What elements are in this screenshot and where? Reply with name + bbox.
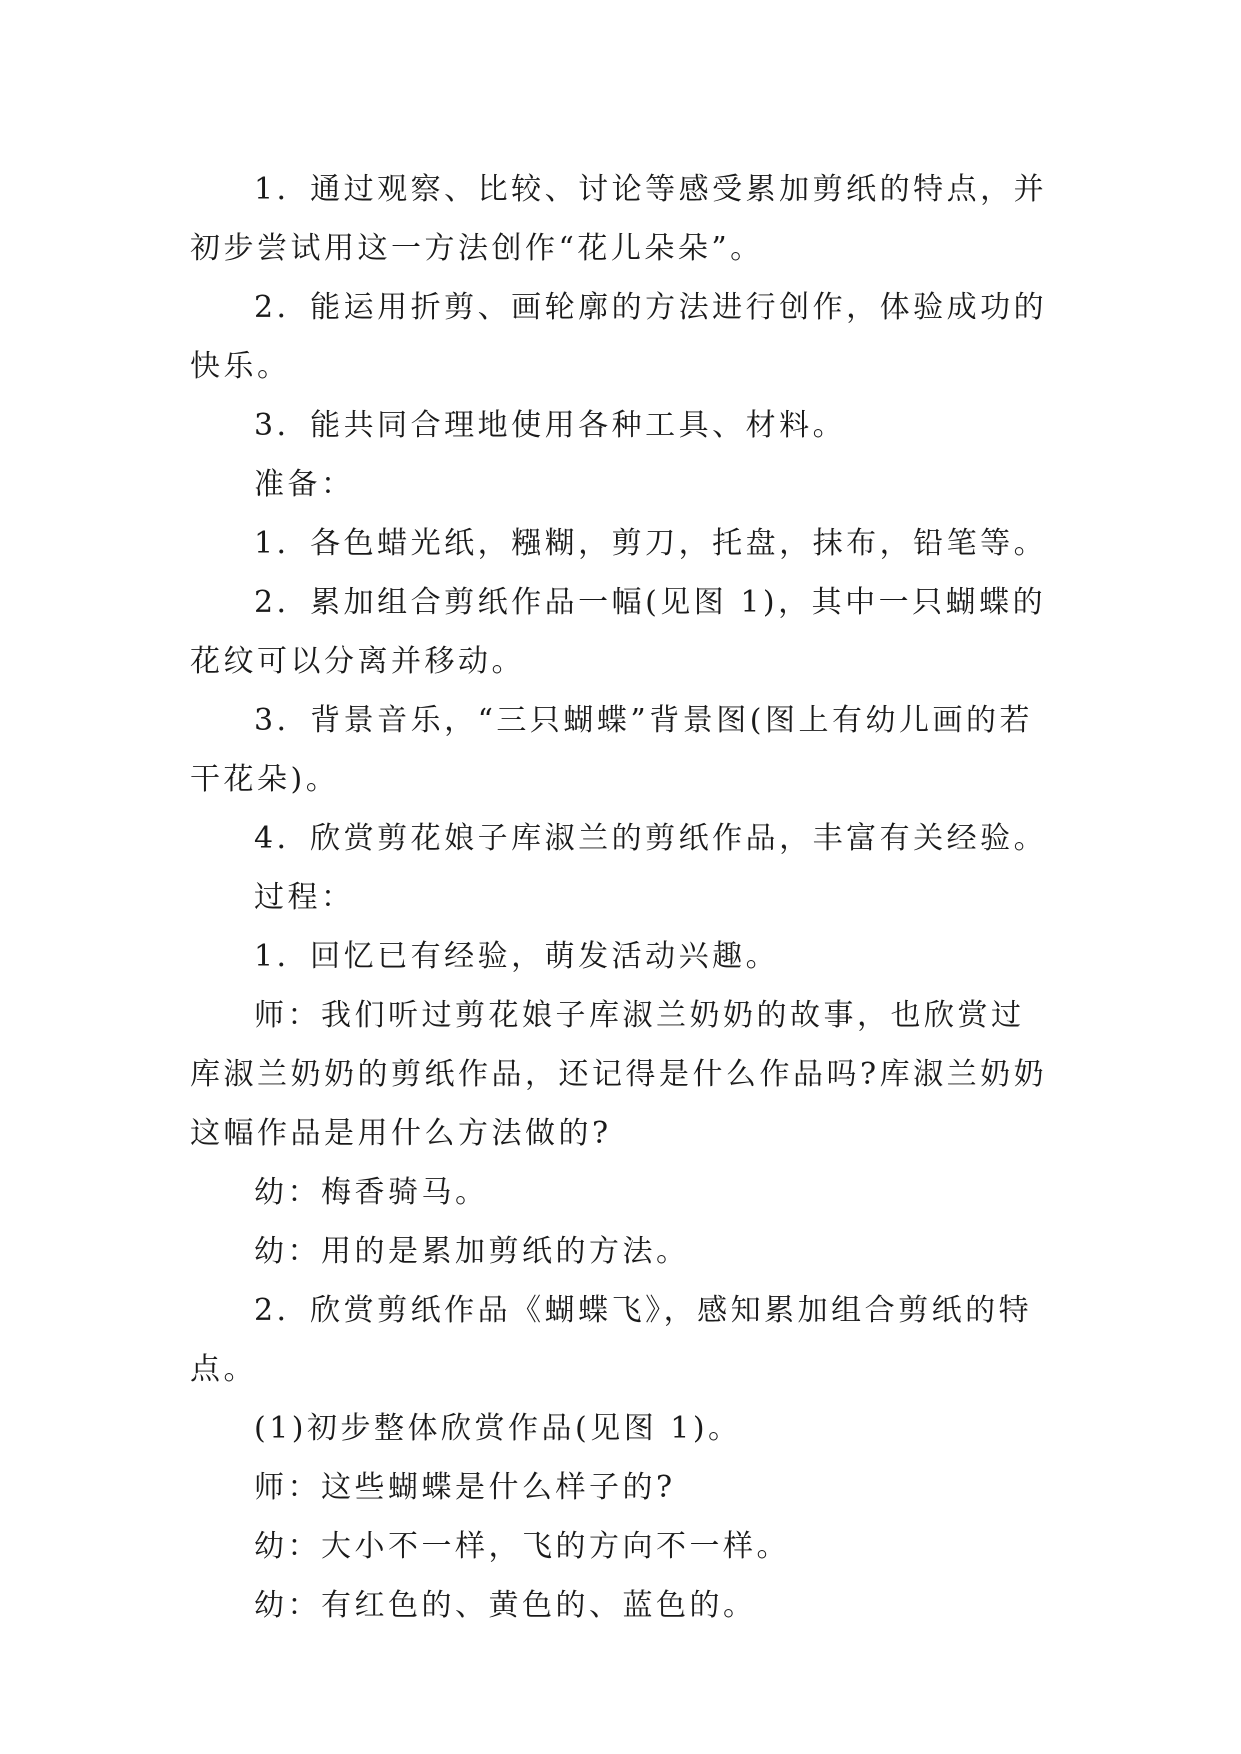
objective-2: 2．能运用折剪、画轮廓的方法进行创作，体验成功的快乐。	[190, 290, 1048, 384]
dialogue-child-4: 幼：有红色的、黄色的、蓝色的。	[254, 1588, 757, 1623]
section-heading-preparation: 准备：	[254, 467, 355, 502]
dialogue-teacher-2: 师：这些蝴蝶是什么样子的?	[254, 1470, 676, 1505]
preparation-item-1: 1．各色蜡光纸，糨糊，剪刀，托盘，抹布，铅笔等。	[254, 526, 1048, 561]
preparation-item-4: 4．欣赏剪花娘子库淑兰的剪纸作品，丰富有关经验。	[254, 821, 1048, 856]
objective-1: 1．通过观察、比较、讨论等感受累加剪纸的特点，并初步尝试用这一方法创作“花儿朵朵”。	[190, 172, 1048, 266]
objective-3: 3．能共同合理地使用各种工具、材料。	[254, 408, 847, 443]
section-heading-process: 过程：	[254, 880, 355, 915]
document-page	[190, 160, 1050, 1635]
preparation-item-3: 3．背景音乐，“三只蝴蝶”背景图(图上有幼儿画的若干花朵)。	[190, 703, 1033, 797]
process-substep-1: (1)初步整体欣赏作品(见图 1)。	[254, 1411, 742, 1446]
dialogue-child-1: 幼：梅香骑马。	[254, 1175, 489, 1210]
dialogue-child-3: 幼：大小不一样，飞的方向不一样。	[254, 1529, 790, 1564]
preparation-item-2: 2．累加组合剪纸作品一幅(见图 1)，其中一只蝴蝶的花纹可以分离并移动。	[190, 585, 1047, 679]
dialogue-teacher-1: 师：我们听过剪花娘子库淑兰奶奶的故事，也欣赏过库淑兰奶奶的剪纸作品，还记得是什么作品吗?库淑兰奶奶这幅作品是用什么方法做的?	[190, 998, 1048, 1151]
process-step-1: 1．回忆已有经验，萌发活动兴趣。	[254, 939, 780, 974]
process-step-2: 2．欣赏剪纸作品《蝴蝶飞》，感知累加组合剪纸的特点。	[190, 1293, 1033, 1387]
dialogue-child-2: 幼：用的是累加剪纸的方法。	[254, 1234, 690, 1269]
